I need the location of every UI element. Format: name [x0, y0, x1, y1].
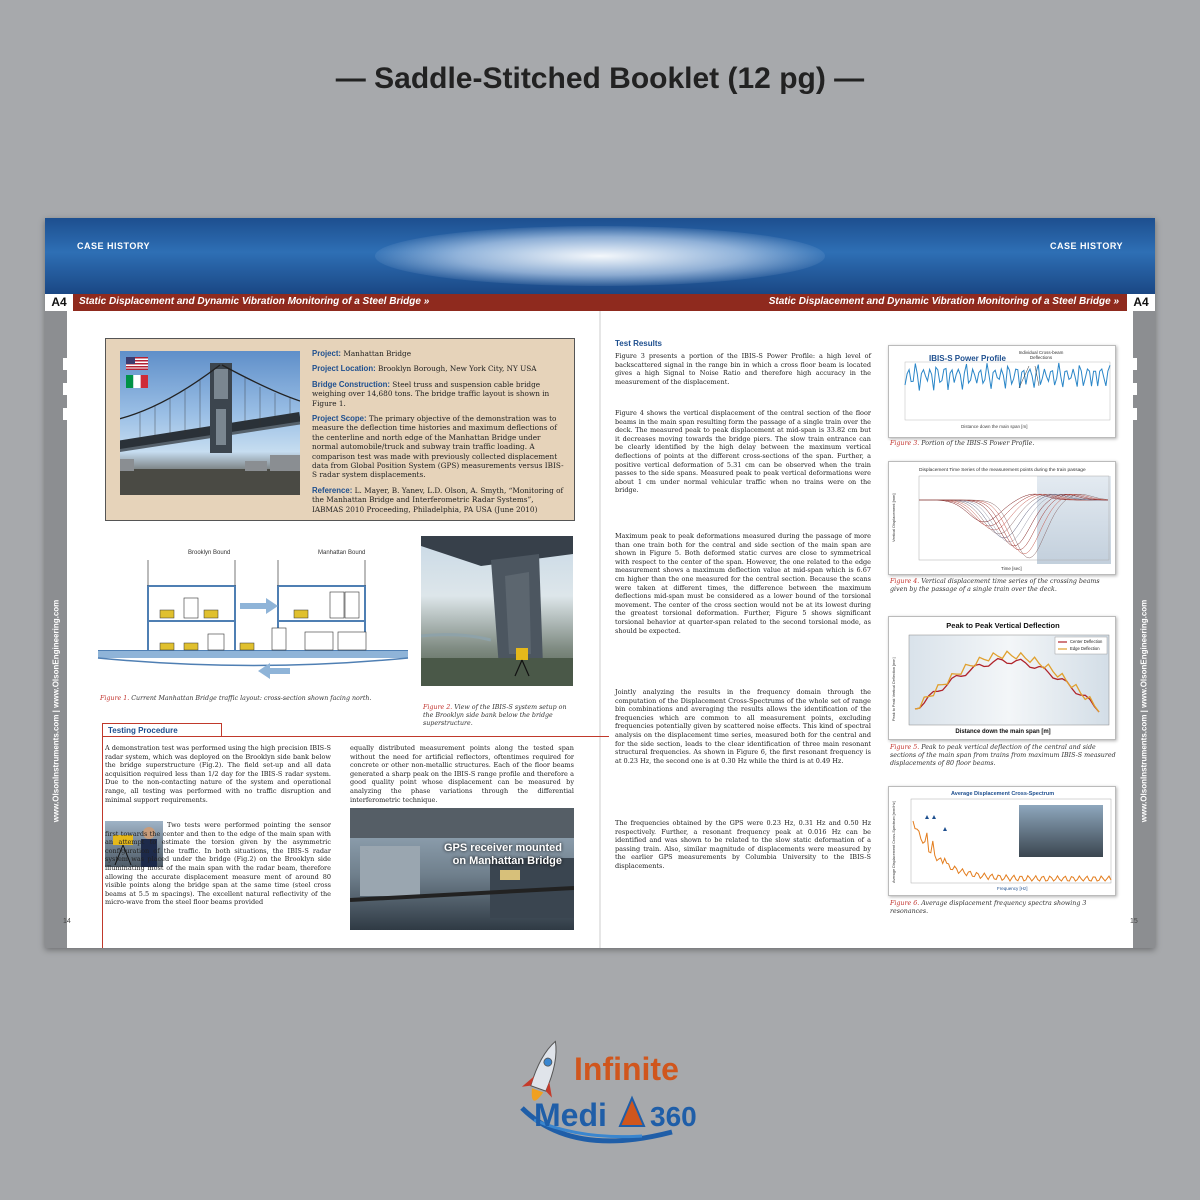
- fig5-xlabel: Distance down the main span [m]: [955, 729, 1051, 735]
- reference-value: L. Mayer, B. Yanev, L.D. Olson, A. Smyth, “Monitoring of the Manhattan Bridge and Interferometric Radar Systems”, IABMAS 2010 Proceeding, Philadelphia, PA USA (June 2010): [312, 485, 564, 514]
- figure-6-text: Average displacement frequency spectra showing 3 resonances.: [890, 900, 1087, 915]
- ibis-setup-photo: [421, 536, 573, 686]
- fig3-title: IBIS-S Power Profile: [929, 354, 1006, 363]
- figure-5-number: Figure 5.: [890, 744, 920, 751]
- right-sidebar: [1133, 311, 1155, 948]
- left-sidebar: [45, 311, 67, 948]
- header-banner: [45, 218, 1155, 294]
- figure-1-caption: [100, 695, 410, 703]
- fig5-legend-center: Center Deflection: [1070, 639, 1103, 644]
- results-paragraph-3: Maximum peak to peak deformations measured during the passage of more than one train both for the central and side section of the main span are shown in Figure 5. Both deformed static curves are close to symmetrical with respect to the center of the span. However, the one related to the edge measurement shows a maximum deflection value at mid-span which is 6.67 cm higher than the one measured for the central section. Because the scans were taken at different times, the difference between the maximum deflections mid-span must be considered as a lower bound of the torsional movement. The center of the cross section would not be at its lowest during the greatest torsional deformation. Further, Figure 5 shows significant torsional behavior at quarter-span related to the second torsional mode, as should be expected.: [615, 532, 871, 635]
- logo-word-infinite: Infinite: [574, 1051, 679, 1087]
- figure-3-caption: [890, 440, 1118, 448]
- figure-1-number: Figure 1.: [100, 695, 130, 702]
- figure-6-number: Figure 6.: [890, 900, 920, 907]
- case-history-label-left: CASE HISTORY: [77, 241, 151, 251]
- figure-4-caption: [890, 578, 1118, 594]
- results-paragraph-4: Jointly analyzing the results in the frequency domain through the computation of the Displacement Cross-Spectrums of the whole set of range bin combinations and averaging the results allows the identification of the frequencies which are common to all measurement points, excluding frequencies potentially given by scattered noise effects. This kind of spectral analysis on the displacement time series, measured both for the central and for the side section, leads to the clear identification of three main resonant structural frequencies. As shown in Figure 6, the first resonant frequency is at 0.23 Hz, the second one is at 0.30 Hz while the third is at 0.49 Hz.: [615, 688, 871, 765]
- italy-flag-icon: [126, 375, 148, 388]
- figure-2-number: Figure 2.: [423, 704, 453, 711]
- sidebar-url-left: www.OlsonInstruments.com | www.OlsonEngineering.com: [51, 599, 61, 823]
- case-history-label-right: CASE HISTORY: [1049, 241, 1123, 251]
- logo-number-360: 360: [650, 1101, 697, 1132]
- fig6-inset-photo: [1019, 805, 1103, 857]
- project-label: Project:: [312, 349, 342, 358]
- title-left: Static Displacement and Dynamic Vibration Monitoring of a Steel Bridge »: [79, 296, 430, 307]
- fig6-xlabel: Frequency [Hz]: [997, 886, 1028, 891]
- figure-2-text: View of the IBIS-S system setup on the Brooklyn side bank below the bridge superstructure.: [423, 704, 567, 727]
- construction-label: Bridge Construction:: [312, 379, 390, 389]
- cross-spectrum-chart: [888, 786, 1116, 896]
- logo-word-media: Medi: [534, 1097, 607, 1133]
- results-paragraph-1: Figure 3 presents a portion of the IBIS-S Power Profile: a high level of backscattered signal in the range bin in which a cross floor beam is located gives a high Signal to Noise Ratio and therefore high accuracy in the measurement of the displacement.: [615, 352, 871, 386]
- figure-1-text: Current Manhattan Bridge traffic layout: cross-section shown facing north.: [131, 695, 372, 702]
- project-details: [312, 349, 567, 520]
- section-badge-left: A4: [45, 294, 73, 311]
- figure-3-text: Portion of the IBIS-S Power Profile.: [921, 440, 1035, 447]
- gps-receiver-photo: [350, 808, 574, 930]
- traffic-layout-diagram: [90, 548, 415, 691]
- testing-paragraph-3: equally distributed measurement points along the tested span without the need for artificial reflectors, oftentimes required for concrete or other non-metallic structures. Each of the floor beams generated a sharp peak on the IBIS-S range profile and therefore a good quality point whose displacement can be measured by analyzing the phase variations through the differential interferometric technique.: [350, 744, 574, 804]
- page-gutter: [599, 311, 601, 948]
- fig4-ylabel: Vertical Displacement [mm]: [891, 493, 896, 542]
- location-value: Brooklyn Borough, New York City, NY USA: [378, 364, 537, 374]
- testing-paragraph-2: Two tests were performed pointing the sensor first towards the center and then to the edge of the main span with an attempt to estimate the torsion given by the asymmetric configuration of the traffic. In both situations, the IBIS-S radar system was placed under the bridge (Fig.2) on the Brooklyn side illuminating most of the main span with the radar beam, therefore allowing the accurate displacement measure ment of around 80 visible points along the bridge span at the same time (steel cross beams at 5.5 m spacings). The excellent natural reflectivity of the micro-wave from the steel floor beams provided: [105, 821, 331, 907]
- bridge-photo: [120, 351, 300, 495]
- power-profile-chart: [888, 345, 1116, 438]
- location-label: Project Location:: [312, 364, 376, 374]
- gps-caption-line-1: GPS receiver mounted: [444, 842, 562, 854]
- fig3-annotation: Individual Cross-beam Deflections: [1018, 350, 1064, 360]
- logo-a-icon: [620, 1098, 644, 1126]
- testing-divider: [222, 736, 609, 737]
- sidebar-url-right: www.OlsonInstruments.com | www.OlsonEngineering.com: [1139, 599, 1149, 823]
- page-heading: — Saddle-Stitched Booklet (12 pg) —: [335, 62, 865, 95]
- results-paragraph-5: The frequencies obtained by the GPS were 0.23 Hz, 0.31 Hz and 0.50 Hz respectively. Further, a resonant frequency peak at 0.016 Hz can be identified and was shown to be related to the slow static deformation of a passing train. Also, similar magnitude of displacements were measured by the earlier GPS measurements by Columbia University to the IBIS-S displacements.: [615, 819, 871, 870]
- project-value: Manhattan Bridge: [343, 349, 412, 358]
- title-bar: [73, 294, 1127, 311]
- reference-label: Reference:: [312, 485, 353, 495]
- figure-6-caption: [890, 900, 1118, 916]
- fig6-title: Average Displacement Cross-Spectrum: [951, 791, 1055, 797]
- peak-deflection-chart: [888, 616, 1116, 740]
- gps-caption-line-2: on Manhattan Bridge: [452, 855, 562, 867]
- fig5-legend-edge: Edge Deflection: [1070, 646, 1100, 651]
- test-results-heading: Test Results: [615, 339, 662, 348]
- figure-4-number: Figure 4.: [890, 578, 920, 585]
- testing-left-rule: [102, 737, 103, 948]
- infinite-media-360-logo: [512, 1028, 712, 1158]
- page-number-left: 14: [63, 918, 71, 925]
- gps-photo-caption: [444, 842, 562, 868]
- testing-paragraph-1: A demonstration test was performed using the high precision IBIS-S radar system, which was deployed on the Brooklyn side bank below the bridge superstructure (Fig.2). The field set-up and all data acquisition required less than 1/2 day for the IBIS-S radar system. Due to the non-contacting nature of the system and operational range, all testing was performed with no traffic disruption and minimal support requirements.: [105, 744, 331, 804]
- scope-value: The primary objective of the demonstration was to measure the deflection time histories and maximum deflections of the centerline and north edge of the Manhattan Bridge under normal automobile/truck and subway train traffic loading. A comparison test was made with previously collected displacement data from Global Position System (GPS) measurements versus IBIS-S radar system displacements.: [312, 414, 564, 480]
- fig6-ylabel: Average Displacement Cross-Spectrum [mm/Hz]: [892, 801, 896, 883]
- figure-5-caption: [890, 744, 1118, 767]
- section-badge-right: A4: [1127, 294, 1155, 311]
- testing-procedure-heading: Testing Procedure: [102, 723, 222, 737]
- fig5-ylabel: Peak to Peak Vertical Deflection [mm]: [892, 657, 896, 721]
- project-info-box: [105, 338, 575, 521]
- manhattan-bound-label: Manhattan Bound: [318, 550, 366, 556]
- scope-label: Project Scope:: [312, 414, 367, 424]
- figure-4-text: Vertical displacement time series of the crossing beams given by the passage of a single train over the deck.: [890, 578, 1100, 593]
- fig4-xlabel: Time [sec]: [1001, 566, 1022, 571]
- figure-5-text: Peak to peak vertical deflection of the central and side sections of the main span from trains from maximum IBIS-S measured displacements of 80 floor beams.: [890, 744, 1116, 767]
- fig3-xlabel: Distance down the main span [m]: [961, 424, 1028, 429]
- page-number-right: 15: [1130, 918, 1138, 925]
- fig4-title: Displacement Time Series of the measurement points during the train passage: [919, 468, 1086, 473]
- fig5-title: Peak to Peak Vertical Deflection: [946, 621, 1060, 630]
- figure-3-number: Figure 3.: [890, 440, 920, 447]
- us-flag-icon: [126, 357, 148, 370]
- figure-2-caption: [423, 704, 573, 727]
- displacement-time-series-chart: [888, 461, 1116, 575]
- construction-value: Steel truss and suspension cable bridge weighing over 14,680 tons. The bridge traffic layout is shown in Figure 1.: [312, 379, 550, 408]
- brooklyn-bound-label: Brooklyn Bound: [188, 550, 231, 556]
- results-paragraph-2: Figure 4 shows the vertical displacement of the central section of the floor beams in the main span resulting form the passage of a single train over the deck. The measured peak to peak displacement at mid-span is 33.82 cm but it decreases moving towards the bridge piers. The slow train entrance can be clearly identified by the high delay between the maximum vertical deflections of points at the different cross-sections of the span. Further, a positive vertical deformation of 5.31 cm can be observed when the train passes to the side spans. Measured peak to peak vertical deformations were about 1 cm under normal vehicular traffic when no trains were on the bridge.: [615, 409, 871, 495]
- booklet-spread: [45, 218, 1155, 948]
- title-right: Static Displacement and Dynamic Vibration Monitoring of a Steel Bridge »: [768, 296, 1119, 307]
